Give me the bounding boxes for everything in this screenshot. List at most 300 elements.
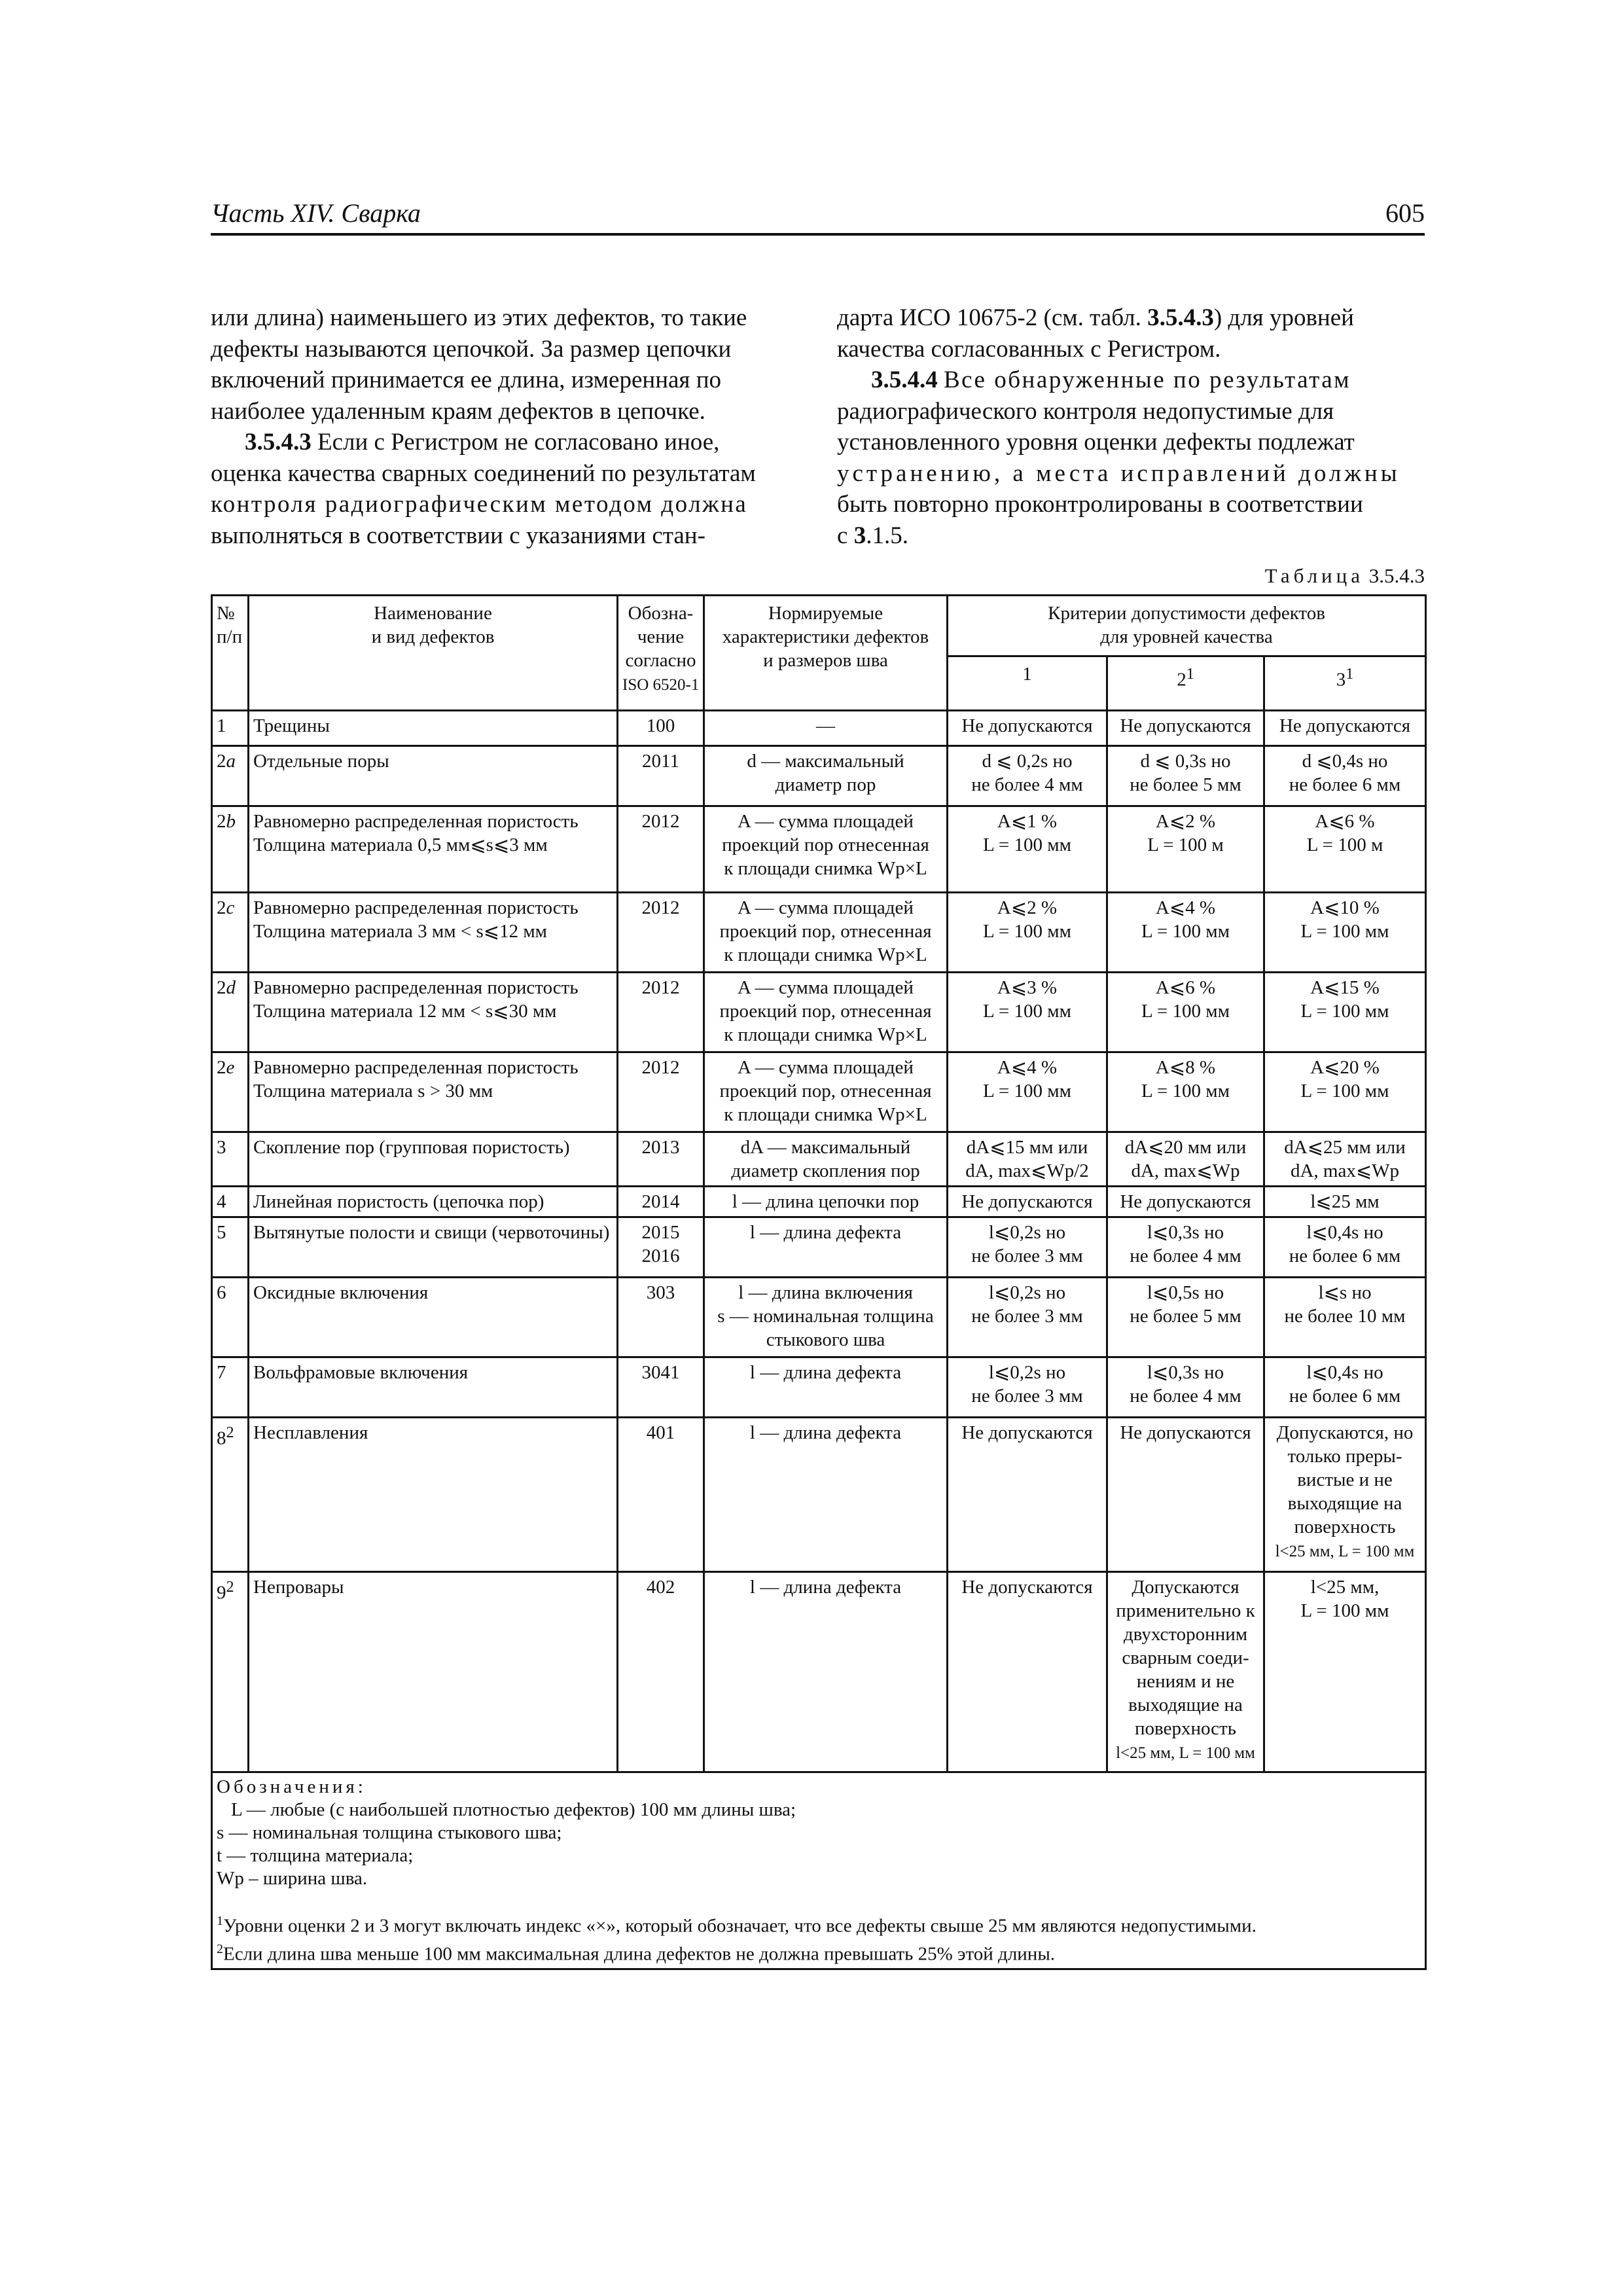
- table-caption-word: Таблица: [1264, 564, 1364, 587]
- table-row: [212, 1052, 1426, 1132]
- header-level-3: [1264, 656, 1426, 711]
- cell-text: 2014: [641, 1191, 680, 1212]
- table-caption-number: 3.5.4.3: [1368, 564, 1425, 587]
- level-1-criterion: [948, 746, 1107, 806]
- cell-text: не более 4 мм: [971, 774, 1083, 795]
- cell-text: d ⩽0,4s но: [1302, 751, 1388, 772]
- row-number: [212, 1052, 249, 1132]
- cell-text: Допускаются, но: [1276, 1422, 1414, 1443]
- footnote-2: [217, 1938, 1421, 1966]
- cell-text: Вольфрамовые включения: [253, 1362, 469, 1383]
- level-2-criterion: [1107, 711, 1264, 746]
- cell-text: к площади снимка Wp×L: [724, 1024, 927, 1045]
- row-number: [212, 1357, 249, 1418]
- text-line: или длина) наименьшего из этих дефектов, то такие: [211, 304, 747, 331]
- cell-text: A⩽4 %: [997, 1057, 1058, 1078]
- defect-name: [249, 893, 618, 973]
- table-row: [212, 1278, 1426, 1357]
- cell-text: Трещины: [253, 715, 330, 736]
- cell-text: L = 100 мм: [1141, 1001, 1230, 1022]
- cell-text: l — длина дефекта: [749, 1362, 902, 1383]
- characteristic: [704, 1418, 948, 1572]
- header-text: и размеров шва: [763, 650, 888, 671]
- right-column: [837, 302, 1425, 551]
- cell-text: —: [816, 715, 835, 736]
- table-row: [212, 1187, 1426, 1217]
- cell-text: вистые и не: [1297, 1469, 1393, 1490]
- cell-text: применительно к: [1116, 1600, 1255, 1621]
- level-1-criterion: [948, 1357, 1107, 1418]
- cell-text: l — длина дефекта: [749, 1422, 902, 1443]
- level-1-criterion: [948, 1052, 1107, 1132]
- row-number-text: 4: [217, 1191, 226, 1212]
- paragraph: [211, 302, 798, 427]
- table-body: [212, 711, 1426, 1772]
- row-number: [212, 1572, 249, 1772]
- cell-text: A — сумма площадей: [738, 811, 914, 832]
- text-line: наиболее удаленным краям дефектов в цепочке.: [211, 397, 705, 425]
- cell-text: Скопление пор (групповая пористость): [253, 1137, 570, 1158]
- cell-text: L = 100 м: [1306, 834, 1383, 855]
- cell-text: не более 6 мм: [1289, 1386, 1401, 1407]
- text-fragment: с: [837, 522, 854, 549]
- row-number-text: 7: [217, 1362, 226, 1383]
- level-2-criterion: [1107, 746, 1264, 806]
- level-2-criterion: [1107, 806, 1264, 893]
- table-row: [212, 893, 1426, 973]
- cell-text: L = 100 мм: [1300, 1081, 1389, 1102]
- cell-text: не более 3 мм: [971, 1306, 1083, 1327]
- iso-code: [618, 711, 704, 746]
- cell-text: Толщина материала 0,5 мм⩽s⩽3 мм: [253, 834, 548, 855]
- cell-text: l⩽0,4s но: [1306, 1222, 1383, 1243]
- cell-text: L = 100 мм: [983, 921, 1071, 942]
- cell-text: l⩽s но: [1318, 1282, 1372, 1303]
- row-number: [212, 1418, 249, 1572]
- section-number: 3.5.4.4: [871, 367, 938, 393]
- text-line: дефекты называются цепочкой. За размер цепочки: [211, 335, 732, 363]
- cell-text: Не допускаются: [961, 1577, 1093, 1598]
- header-defect-name: [249, 596, 618, 711]
- paragraph: [837, 302, 1425, 365]
- cell-text: 303: [646, 1282, 675, 1303]
- cell-text: L = 100 мм: [1141, 1081, 1230, 1102]
- cell-text: поверхность: [1135, 1718, 1236, 1739]
- header-text: Обозна-: [628, 603, 694, 624]
- level-2-criterion: [1107, 1132, 1264, 1187]
- notes-title: Обозначения:: [217, 1776, 366, 1797]
- row-number-suffix: b: [226, 811, 236, 832]
- cell-text: l — длина включения: [738, 1282, 913, 1303]
- footnote-mark: 1: [1186, 665, 1194, 683]
- level-1-criterion: [948, 1418, 1107, 1572]
- cell-text: dA⩽15 мм или: [966, 1137, 1088, 1158]
- row-number: [212, 711, 249, 746]
- cell-text: проекций пор, отнесенная: [719, 1001, 932, 1022]
- table-row: [212, 1217, 1426, 1278]
- cell-text: L = 100 мм: [983, 834, 1071, 855]
- header-level-1: [948, 656, 1107, 711]
- row-number: [212, 806, 249, 893]
- characteristic: [704, 1217, 948, 1278]
- row-number: [212, 1132, 249, 1187]
- cell-text: l⩽0,3s но: [1147, 1362, 1224, 1383]
- cell-text: 2011: [642, 751, 679, 772]
- cell-text: A⩽6 %: [1155, 977, 1216, 998]
- footnote-mark: 1: [1346, 665, 1354, 683]
- cell-text: диаметр скопления пор: [731, 1160, 920, 1181]
- cell-text: l<25 мм, L = 100 мм: [1116, 1744, 1255, 1762]
- defect-name: [249, 1357, 618, 1418]
- cell-text: A⩽1 %: [997, 811, 1058, 832]
- cell-text: l<25 мм, L = 100 мм: [1275, 1543, 1415, 1560]
- cell-text: L = 100 м: [1147, 834, 1224, 855]
- cell-text: не более 3 мм: [971, 1386, 1083, 1407]
- cell-text: A⩽15 %: [1310, 977, 1380, 998]
- iso-code: [618, 1357, 704, 1418]
- cell-text: 402: [646, 1577, 675, 1598]
- cell-text: 2015: [641, 1222, 680, 1243]
- row-number-text: 2: [217, 751, 226, 772]
- cell-text: d ⩽ 0,3s но: [1140, 751, 1231, 772]
- cell-text: A — сумма площадей: [738, 897, 914, 918]
- row-number-suffix: e: [226, 1057, 235, 1078]
- table-row: [212, 1418, 1426, 1572]
- row-number-text: 9: [217, 1582, 226, 1604]
- iso-code: [618, 806, 704, 893]
- table-row: [212, 806, 1426, 893]
- text-line: включений принимается ее длина, измеренная по: [211, 367, 721, 393]
- level-1-criterion: [948, 1132, 1107, 1187]
- iso-code: [618, 893, 704, 973]
- cell-text: l<25 мм,: [1310, 1577, 1380, 1598]
- level-2-criterion: [1107, 893, 1264, 973]
- header-rule: [211, 233, 1425, 236]
- text-line: установленного уровня оценки дефекты подлежат: [837, 429, 1355, 456]
- cell-text: 2016: [641, 1246, 680, 1266]
- level-3-criterion: [1264, 1418, 1426, 1572]
- level-3-criterion: [1264, 1217, 1426, 1278]
- iso-code: [618, 1052, 704, 1132]
- row-number: [212, 1278, 249, 1357]
- text-line: устранению, а места исправлений должны: [837, 459, 1400, 487]
- level-label: 1: [1022, 664, 1032, 685]
- cell-text: l — длина цепочки пор: [732, 1191, 919, 1212]
- defect-name: [249, 973, 618, 1052]
- level-2-criterion: [1107, 1187, 1264, 1217]
- iso-code: [618, 1572, 704, 1772]
- cell-text: Равномерно распределенная пористость: [253, 1057, 579, 1078]
- iso-code: [618, 1187, 704, 1217]
- cell-text: d ⩽ 0,2s но: [982, 751, 1073, 772]
- cell-text: Не допускаются: [961, 715, 1093, 736]
- header-text: №: [217, 603, 235, 624]
- row-number-text: 5: [217, 1222, 226, 1243]
- table-row: [212, 746, 1426, 806]
- cell-text: 2013: [641, 1137, 680, 1158]
- cell-text: L = 100 мм: [1300, 921, 1389, 942]
- notes-row: [212, 1772, 1426, 1969]
- cell-text: l⩽0,2s но: [988, 1362, 1066, 1383]
- cell-text: Непровары: [253, 1577, 344, 1598]
- table-row: [212, 1572, 1426, 1772]
- cell-text: не более 4 мм: [1130, 1386, 1241, 1407]
- row-number-text: 2: [217, 977, 226, 998]
- cell-text: не более 10 мм: [1284, 1306, 1406, 1327]
- header-number: [212, 596, 249, 711]
- table-reference: 3.5.4.3: [1147, 304, 1214, 331]
- cell-text: сварным соеди-: [1122, 1647, 1249, 1668]
- header-designation: [618, 596, 704, 711]
- characteristic: [704, 973, 948, 1052]
- level-2-criterion: [1107, 1052, 1264, 1132]
- level-3-criterion: [1264, 1132, 1426, 1187]
- cell-text: L = 100 мм: [983, 1081, 1071, 1102]
- section-reference: 3: [853, 522, 866, 549]
- cell-text: l⩽0,5s но: [1147, 1282, 1224, 1303]
- iso-code: [618, 746, 704, 806]
- header-text: Наименование: [374, 603, 492, 624]
- footnote-1: [217, 1910, 1421, 1938]
- footnote-mark: 2: [226, 1578, 234, 1596]
- iso-code: [618, 1278, 704, 1357]
- note-item: Wp – ширина шва.: [217, 1868, 368, 1889]
- row-number: [212, 1187, 249, 1217]
- level-2-criterion: [1107, 973, 1264, 1052]
- level-1-criterion: [948, 973, 1107, 1052]
- paragraph-3-5-4-4: [837, 365, 1425, 551]
- cell-text: A⩽20 %: [1310, 1057, 1380, 1078]
- defect-name: [249, 1217, 618, 1278]
- level-3-criterion: [1264, 893, 1426, 973]
- text-line: качества согласованных с Регистром.: [837, 335, 1221, 363]
- cell-text: d — максимальный: [747, 751, 904, 772]
- row-number-text: 6: [217, 1282, 226, 1303]
- text-line: контроля радиографическим методом должна: [211, 491, 748, 518]
- characteristic: [704, 746, 948, 806]
- text-fragment: ) для уровней: [1213, 304, 1354, 331]
- table-row: [212, 711, 1426, 746]
- iso-code: [618, 1217, 704, 1278]
- cell-text: A⩽2 %: [997, 897, 1058, 918]
- cell-text: не более 5 мм: [1130, 774, 1241, 795]
- cell-text: не более 4 мм: [1130, 1246, 1241, 1266]
- level-label: 2: [1177, 669, 1186, 691]
- row-number-suffix: c: [226, 897, 235, 918]
- table-row: [212, 1357, 1426, 1418]
- cell-text: dA, max⩽Wp: [1290, 1160, 1400, 1181]
- cell-text: l⩽0,2s но: [988, 1222, 1066, 1243]
- header-level-2: [1107, 656, 1264, 711]
- row-number-suffix: a: [226, 751, 236, 772]
- cell-text: Не допускаются: [961, 1422, 1093, 1443]
- cell-text: l — длина дефекта: [749, 1577, 902, 1598]
- level-3-criterion: [1264, 746, 1426, 806]
- cell-text: l⩽25 мм: [1310, 1191, 1380, 1212]
- cell-text: к площади снимка Wp×L: [724, 858, 927, 879]
- cell-text: dA⩽25 мм или: [1284, 1137, 1406, 1158]
- header-text: согласно: [625, 650, 696, 671]
- footnote-mark: 2: [217, 1941, 223, 1956]
- characteristic: [704, 711, 948, 746]
- characteristic: [704, 806, 948, 893]
- cell-text: A — сумма площадей: [738, 977, 914, 998]
- text-line: Все обнаруженные по результатам: [944, 367, 1351, 393]
- cell-text: Несплавления: [253, 1422, 368, 1443]
- note-item: t — толщина материала;: [217, 1845, 414, 1866]
- cell-text: Толщина материала s > 30 мм: [253, 1081, 493, 1102]
- header-text: Нормируемые: [768, 603, 883, 624]
- cell-text: s — номинальная толщина: [717, 1306, 934, 1327]
- cell-text: не более 5 мм: [1130, 1306, 1241, 1327]
- cell-text: к площади снимка Wp×L: [724, 1104, 927, 1125]
- header-text: Критерии допустимости дефектов: [1048, 603, 1325, 624]
- level-label: 3: [1336, 669, 1346, 691]
- cell-text: двухсторонним: [1123, 1624, 1248, 1645]
- characteristic: [704, 1572, 948, 1772]
- level-1-criterion: [948, 711, 1107, 746]
- cell-text: стыкового шва: [766, 1329, 885, 1350]
- cell-text: 100: [646, 715, 675, 736]
- level-3-criterion: [1264, 973, 1426, 1052]
- cell-text: Оксидные включения: [253, 1282, 429, 1303]
- defect-name: [249, 1187, 618, 1217]
- cell-text: нениям и не: [1136, 1671, 1235, 1692]
- cell-text: Не допускаются: [961, 1191, 1093, 1212]
- cell-text: dA⩽20 мм или: [1124, 1137, 1247, 1158]
- cell-text: не более 6 мм: [1289, 1246, 1401, 1266]
- level-3-criterion: [1264, 1357, 1426, 1418]
- page-number: 605: [1385, 198, 1425, 228]
- cell-text: Не допускаются: [1120, 1422, 1251, 1443]
- footnote-text: Уровни оценки 2 и 3 могут включать индекс «×», который обозначает, что все дефекты свыше 25 мм являются недопустимыми.: [223, 1915, 1257, 1937]
- cell-text: dA — максимальный: [740, 1137, 911, 1158]
- level-3-criterion: [1264, 1278, 1426, 1357]
- defect-name: [249, 746, 618, 806]
- table-header-row: [212, 596, 1426, 656]
- cell-text: A⩽6 %: [1315, 811, 1375, 832]
- note-item: L — любые (с наибольшей плотностью дефектов) 100 мм длины шва;: [231, 1799, 796, 1820]
- footnote-text: Если длина шва меньше 100 мм максимальная длина дефектов не должна превышать 25% этой длины.: [223, 1943, 1056, 1965]
- header-criteria: [948, 596, 1426, 656]
- cell-text: l⩽0,2s но: [988, 1282, 1066, 1303]
- cell-text: Толщина материала 12 мм < s⩽30 мм: [253, 1001, 557, 1022]
- characteristic: [704, 1187, 948, 1217]
- cell-text: не более 6 мм: [1289, 774, 1401, 795]
- defect-name: [249, 1052, 618, 1132]
- cell-text: проекций пор, отнесенная: [719, 1081, 932, 1102]
- section-number: 3.5.4.3: [245, 429, 312, 456]
- row-number-text: 8: [217, 1427, 226, 1449]
- text-line: выполняться в соответствии с указаниями стан-: [211, 522, 705, 549]
- left-column: [211, 302, 798, 551]
- row-number-text: 2: [217, 811, 226, 832]
- level-3-criterion: [1264, 1052, 1426, 1132]
- table-row: [212, 1132, 1426, 1187]
- cell-text: Линейная пористость (цепочка пор): [253, 1191, 544, 1212]
- footnote-mark: 2: [226, 1424, 234, 1441]
- header-text: п/п: [217, 626, 243, 647]
- characteristic: [704, 1357, 948, 1418]
- header-text: и вид дефектов: [371, 626, 495, 647]
- cell-text: 2012: [641, 811, 680, 832]
- row-number-text: 1: [217, 715, 226, 736]
- level-1-criterion: [948, 1217, 1107, 1278]
- level-2-criterion: [1107, 1278, 1264, 1357]
- cell-text: проекций пор отнесенная: [722, 834, 929, 855]
- level-2-criterion: [1107, 1418, 1264, 1572]
- cell-text: Равномерно распределенная пористость: [253, 811, 579, 832]
- row-number: [212, 893, 249, 973]
- cell-text: 3041: [641, 1362, 680, 1383]
- cell-text: dA, max⩽Wp/2: [965, 1160, 1089, 1181]
- header-text: чение: [637, 626, 685, 647]
- cell-text: L = 100 мм: [1300, 1600, 1389, 1621]
- level-3-criterion: [1264, 1572, 1426, 1772]
- text-line: оценка качества сварных соединений по результатам: [211, 459, 756, 487]
- cell-text: dA, max⩽Wp: [1131, 1160, 1240, 1181]
- row-number: [212, 746, 249, 806]
- footnote-mark: 1: [217, 1914, 223, 1928]
- notes-cell: [212, 1772, 1426, 1969]
- cell-text: не более 3 мм: [971, 1246, 1083, 1266]
- cell-text: только преры-: [1287, 1446, 1402, 1467]
- iso-code: [618, 973, 704, 1052]
- cell-text: Равномерно распределенная пористость: [253, 977, 579, 998]
- header-text: для уровней качества: [1100, 626, 1273, 647]
- level-1-criterion: [948, 1278, 1107, 1357]
- cell-text: выходящие на: [1287, 1493, 1402, 1514]
- row-number: [212, 1217, 249, 1278]
- level-2-criterion: [1107, 1217, 1264, 1278]
- cell-text: L = 100 мм: [1141, 921, 1230, 942]
- level-1-criterion: [948, 1187, 1107, 1217]
- cell-text: L = 100 мм: [983, 1001, 1071, 1022]
- defect-name: [249, 1572, 618, 1772]
- row-number: [212, 973, 249, 1052]
- row-number-suffix: d: [226, 977, 236, 998]
- cell-text: L = 100 мм: [1300, 1001, 1389, 1022]
- row-number-text: 3: [217, 1137, 226, 1158]
- cell-text: поверхность: [1294, 1516, 1396, 1537]
- text-fragment: .1.5.: [866, 522, 908, 549]
- cell-text: Не допускаются: [1120, 715, 1251, 736]
- level-1-criterion: [948, 893, 1107, 973]
- defect-name: [249, 1418, 618, 1572]
- row-number-text: 2: [217, 1057, 226, 1078]
- header-text: ISO 6520-1: [622, 676, 700, 694]
- cell-text: 401: [646, 1422, 675, 1443]
- cell-text: Вытянутые полости и свищи (червоточины): [253, 1222, 610, 1243]
- cell-text: A⩽10 %: [1310, 897, 1380, 918]
- paragraph-3-5-4-3: [211, 427, 798, 551]
- cell-text: A⩽8 %: [1155, 1057, 1216, 1078]
- defect-name: [249, 711, 618, 746]
- characteristic: [704, 1052, 948, 1132]
- level-2-criterion: [1107, 1357, 1264, 1418]
- cell-text: Не допускаются: [1279, 715, 1411, 736]
- cell-text: выходящие на: [1128, 1695, 1243, 1715]
- text-line: Если с Регистром не согласовано иное,: [317, 429, 720, 456]
- part-title: Часть XIV. Сварка: [211, 198, 421, 228]
- defect-criteria-table: [211, 594, 1427, 1970]
- level-3-criterion: [1264, 711, 1426, 746]
- header-characteristics: [704, 596, 948, 711]
- defect-name: [249, 1278, 618, 1357]
- cell-text: проекций пор, отнесенная: [719, 921, 932, 942]
- cell-text: Не допускаются: [1120, 1191, 1251, 1212]
- iso-code: [618, 1418, 704, 1572]
